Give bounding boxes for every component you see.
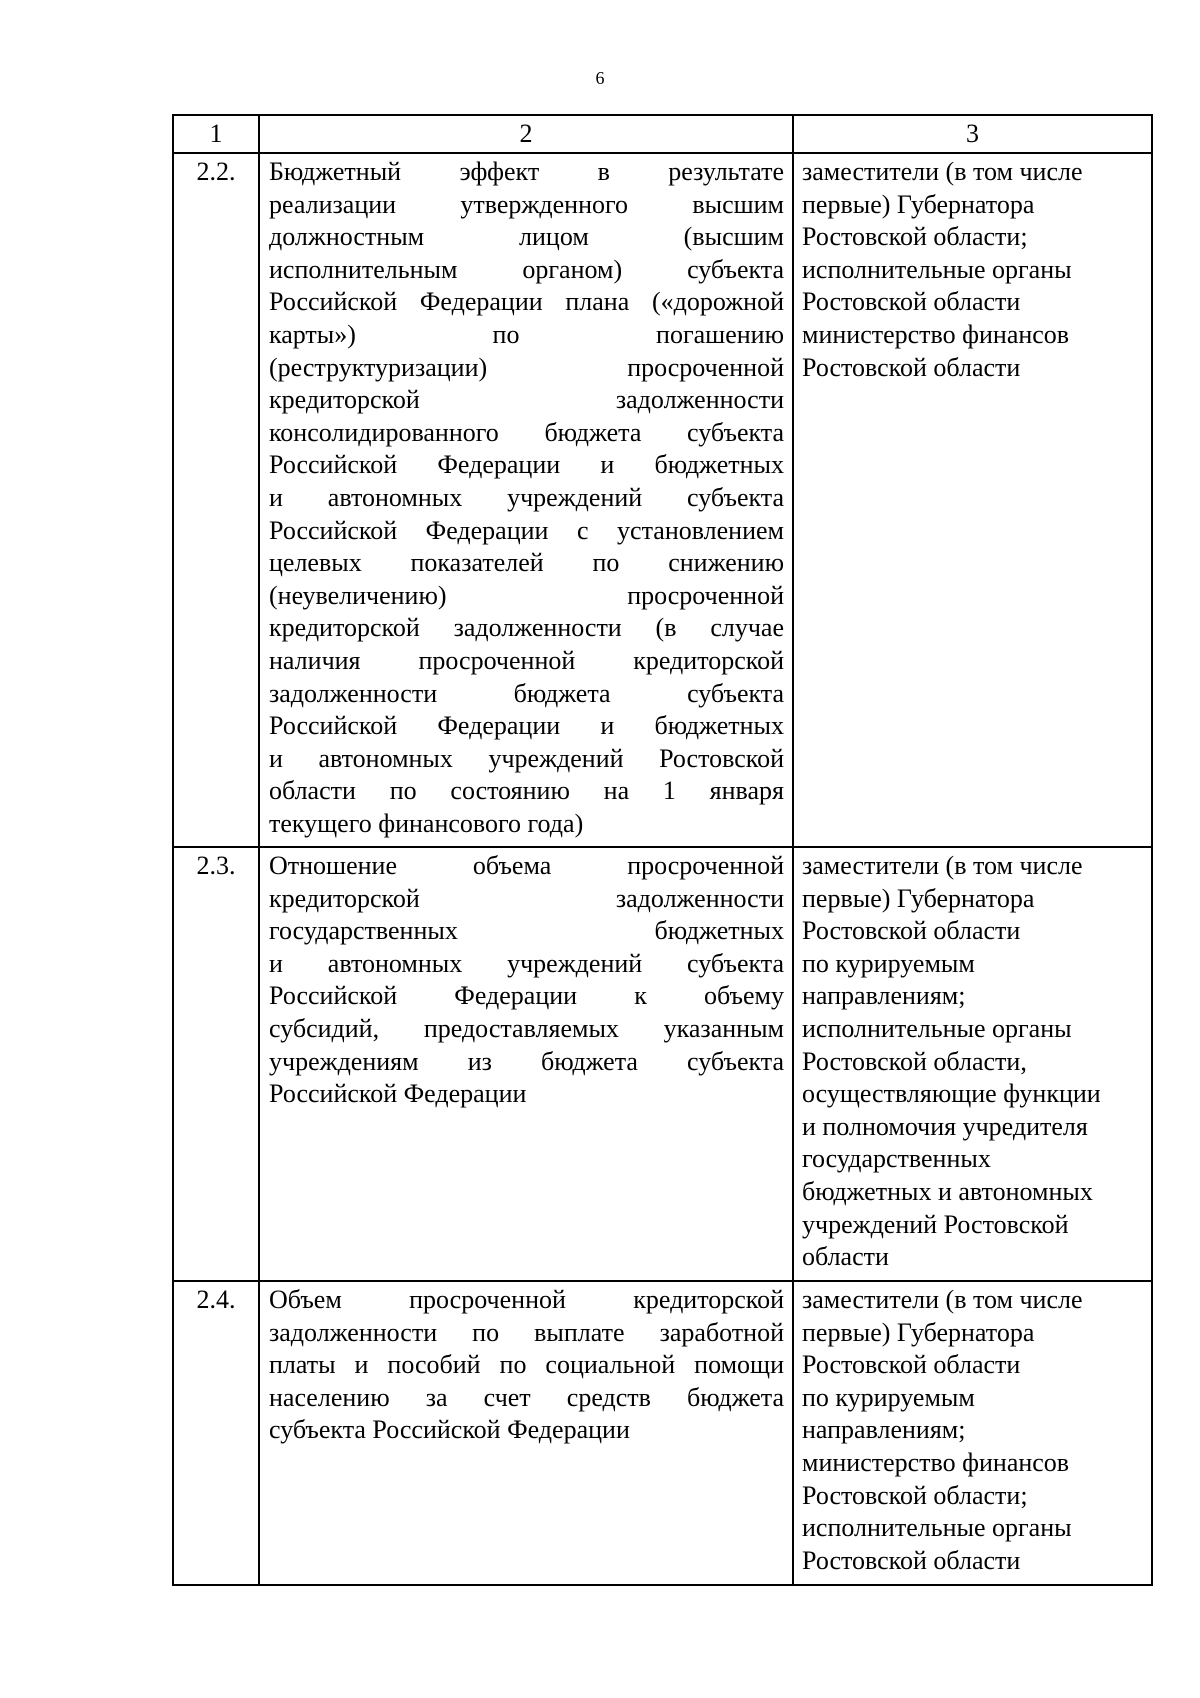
text-line: платы и пособий по социальной помощи — [269, 1350, 784, 1380]
responsible-parties-cell — [793, 1281, 1152, 1585]
row-number-cell: 2.4. — [173, 1281, 259, 1585]
text-line: субъекта Российской Федерации — [269, 1415, 630, 1445]
text-line: и автономных учреждений субъекта — [269, 948, 784, 978]
text-line: министерство финансов — [802, 1447, 1070, 1477]
page-number: 6 — [595, 68, 605, 88]
text-line: субсидий, предоставляемых указанным — [269, 1013, 784, 1043]
text-line: Ростовской области — [802, 1350, 1021, 1380]
indicator-description-cell — [259, 153, 793, 847]
text-line: государственных — [802, 1144, 991, 1174]
text-line: заместители (в том числе — [802, 1285, 1083, 1314]
text-line: государственных бюджетных — [269, 916, 784, 946]
text-line: Ростовской области — [802, 287, 1021, 317]
text-line: и автономных учреждений Ростовской — [269, 743, 784, 773]
text-line: области — [802, 1242, 889, 1272]
table-header-row — [173, 115, 1152, 153]
text-line: исполнительные органы — [802, 254, 1072, 284]
text-line: бюджетных и автономных — [802, 1176, 1093, 1206]
text-line: Российской Федерации к объему — [269, 981, 784, 1011]
responsible-parties-cell — [793, 847, 1152, 1281]
text-line: Ростовской области — [802, 916, 1021, 946]
text-line: по курируемым — [802, 948, 975, 978]
text-line: первые) Губернатора — [802, 883, 1035, 913]
text-line: (неувеличению) просроченной — [269, 580, 784, 610]
responsible-parties-cell — [793, 153, 1152, 847]
text-line: (реструктуризации) просроченной — [269, 352, 784, 382]
text-line: исполнительным органом) субъекта — [269, 254, 784, 284]
text-line: кредиторской задолженности — [269, 385, 784, 415]
row-number-cell: 2.3. — [173, 847, 259, 1281]
text-line: Российской Федерации и бюджетных — [269, 450, 784, 480]
text-line: целевых показателей по снижению — [269, 548, 784, 578]
text-line: кредиторской задолженности (в случае — [269, 613, 784, 643]
text-line: Ростовской области — [802, 1545, 1021, 1575]
column-header-3: 3 — [793, 115, 1152, 153]
row-number-cell: 2.2. — [173, 153, 259, 847]
text-line: Российской Федерации с установлением — [269, 515, 784, 545]
text-line: Российской Федерации — [269, 1079, 527, 1109]
text-line: Ростовской области; — [802, 1480, 1028, 1510]
text-line: первые) Губернатора — [802, 1317, 1035, 1347]
table-row — [173, 847, 1152, 1281]
text-line: текущего финансового года) — [269, 808, 584, 838]
text-line: учреждений Ростовской — [802, 1209, 1069, 1239]
column-header-1: 1 — [173, 115, 259, 153]
text-line: и автономных учреждений субъекта — [269, 482, 784, 512]
text-line: Ростовской области; — [802, 222, 1028, 252]
text-line: направлениям; — [802, 1415, 966, 1445]
text-line: карты») по погашению — [269, 319, 784, 349]
text-line: учреждениям из бюджета субъекта — [269, 1046, 784, 1076]
text-line: министерство финансов — [802, 319, 1070, 349]
text-line: Ростовской области, — [802, 1046, 1027, 1076]
text-line: наличия просроченной кредиторской — [269, 645, 784, 675]
text-line: исполнительные органы — [802, 1013, 1072, 1043]
document-table — [172, 114, 1153, 1586]
text-line: осуществляющие функции — [802, 1079, 1101, 1109]
text-line: Отношение объема просроченной — [269, 851, 784, 880]
text-line: Ростовской области — [802, 352, 1021, 382]
table-row — [173, 1281, 1152, 1585]
text-line: и полномочия учредителя — [802, 1111, 1088, 1141]
text-line: задолженности по выплате заработной — [269, 1317, 784, 1347]
text-line: населению за счет средств бюджета — [269, 1382, 784, 1412]
text-line: реализации утвержденного высшим — [269, 189, 784, 219]
text-line: задолженности бюджета субъекта — [269, 678, 784, 708]
text-line: исполнительные органы — [802, 1513, 1072, 1543]
text-line: заместители (в том числе — [802, 851, 1083, 880]
text-line: Российской Федерации плана («дорожной — [269, 287, 784, 317]
column-header-2: 2 — [259, 115, 793, 153]
text-line: консолидированного бюджета субъекта — [269, 417, 784, 447]
text-line: первые) Губернатора — [802, 189, 1035, 219]
text-line: Объем просроченной кредиторской — [269, 1285, 784, 1314]
text-line: должностным лицом (высшим — [269, 222, 784, 252]
text-line: по курируемым — [802, 1382, 975, 1412]
text-line: области по состоянию на 1 января — [269, 776, 784, 806]
text-line: Бюджетный эффект в результате — [269, 157, 784, 186]
indicator-description-cell — [259, 847, 793, 1281]
text-line: заместители (в том числе — [802, 157, 1083, 186]
text-line: направлениям; — [802, 981, 966, 1011]
indicator-description-cell — [259, 1281, 793, 1585]
text-line: Российской Федерации и бюджетных — [269, 711, 784, 741]
text-line: кредиторской задолженности — [269, 883, 784, 913]
table-row — [173, 153, 1152, 847]
